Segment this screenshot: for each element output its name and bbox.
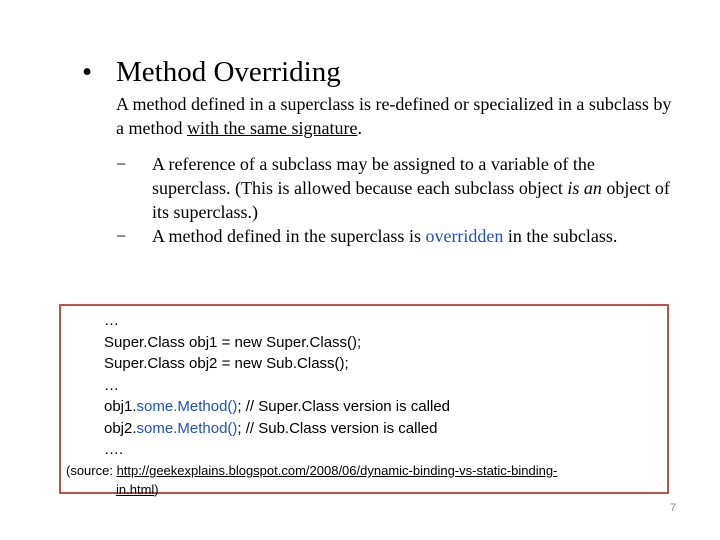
subpoint-text-b: object of its superclass.)	[152, 178, 670, 222]
source-link[interactable]: http://geekexplains.blogspot.com/2008/06/dynamic-binding-vs-static-binding-	[116, 463, 558, 478]
intro-underlined-text: with the same signature	[186, 118, 358, 138]
intro-text-part1: A method defined in a superclass is re-defined or specialized in a subclass by a method	[116, 94, 672, 138]
source-prefix: (source:	[66, 463, 117, 478]
intro-text-part2: .	[357, 118, 362, 138]
subpoint-text	[152, 152, 676, 224]
heading-text: Method Overriding	[116, 56, 341, 88]
code-line: …	[104, 376, 119, 394]
subpoint-text-a: A reference of a subclass may be assigned to a variable of the superclass. (This is allowed because each subclass object	[152, 154, 595, 198]
subpoint-emphasis: overridden	[425, 226, 504, 246]
code-object: obj2.	[104, 419, 137, 437]
bullet-icon: •	[82, 56, 93, 88]
code-comment: ; // Sub.Class version is called	[237, 419, 438, 437]
code-line: Super.Class obj2 = new Sub.Class();	[104, 355, 349, 372]
code-line	[104, 418, 450, 440]
code-object: obj1.	[104, 398, 137, 415]
code-line: Super.Class obj1 = new Super.Class();	[104, 333, 362, 351]
code-line: …	[104, 312, 119, 329]
subpoint-text-b: in the subclass.	[503, 226, 618, 246]
intro-paragraph	[116, 92, 676, 140]
dash-icon: −	[116, 154, 127, 174]
subpoint-text-a: A method defined in the superclass is	[152, 226, 426, 246]
code-comment: ; // Super.Class version is called	[237, 398, 450, 415]
code-example	[104, 310, 450, 461]
source-citation	[66, 461, 666, 499]
source-row	[66, 461, 666, 480]
dash-icon: −	[116, 226, 127, 246]
source-row	[66, 480, 666, 499]
subpoint-text	[152, 224, 676, 248]
page-number: 7	[670, 502, 677, 514]
code-method-call: some.Method()	[136, 419, 238, 437]
source-link-continued[interactable]: in.html	[116, 482, 155, 497]
source-suffix: )	[154, 482, 159, 497]
code-line: ….	[104, 441, 124, 458]
subpoint-method-overridden	[116, 224, 676, 248]
code-line	[104, 396, 450, 418]
slide-heading	[82, 54, 341, 90]
code-method-call: some.Method()	[136, 398, 238, 415]
subpoint-subclass-reference	[116, 152, 676, 224]
subpoint-emphasis: is an	[567, 178, 602, 198]
